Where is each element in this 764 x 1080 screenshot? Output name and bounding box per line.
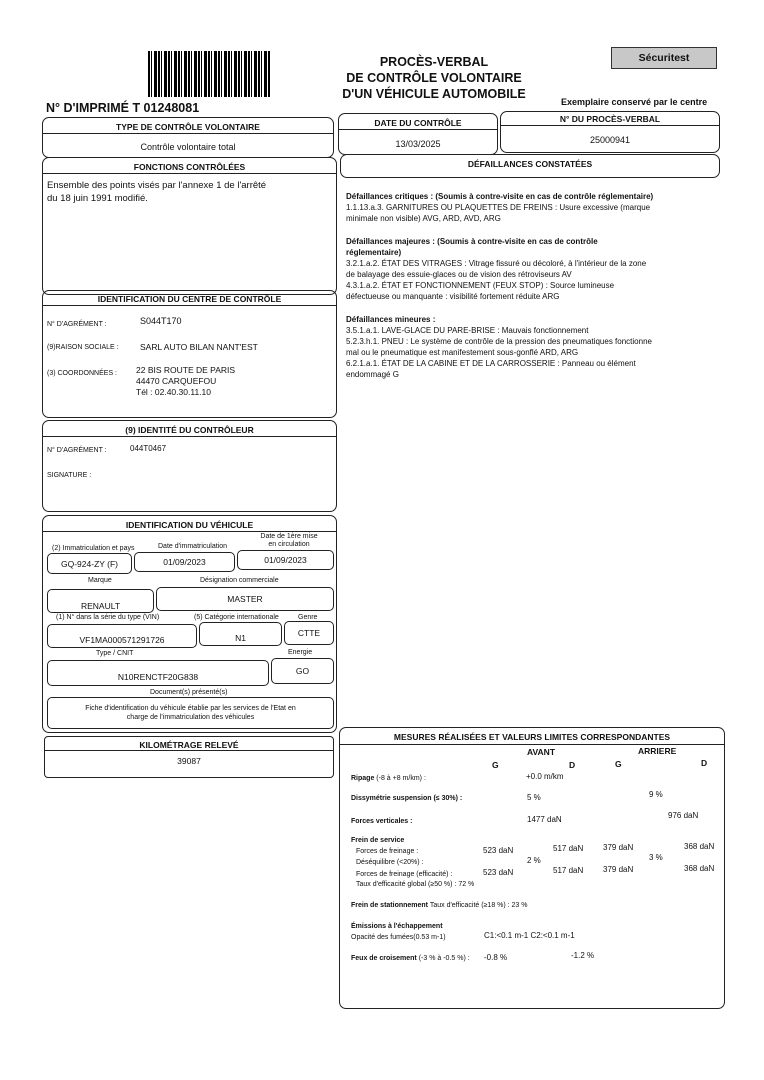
functions-line: Ensemble des points visés par l'annexe 1 de l'arrêté xyxy=(47,180,267,191)
vin-field xyxy=(47,624,197,648)
minor-title: Défaillances mineures : xyxy=(346,315,436,324)
feux-row xyxy=(351,955,470,962)
immat-label: (2) Immatriculation et pays xyxy=(52,545,135,552)
marque-label: Marque xyxy=(88,577,112,584)
deseq-av: 2 % xyxy=(527,856,541,865)
vin-value: VF1MA000571291726 xyxy=(79,635,165,645)
default-line: défectueuse ou manquante : visibilité fortement réduite ARG xyxy=(346,292,560,301)
control-type-value: Contrôle volontaire total xyxy=(140,142,236,152)
arriere-header: ARRIERE xyxy=(638,746,677,756)
coord-line: 44470 CARQUEFOU xyxy=(136,376,217,386)
ripage-label: Ripage (-8 à +8 m/km) : xyxy=(351,775,426,782)
categorie-value: N1 xyxy=(235,633,246,643)
emissions-label: Émissions à l'échappement xyxy=(351,923,443,930)
title-line: PROCÈS-VERBAL xyxy=(379,55,489,69)
dissym-label: Dissymétrie suspension (≤ 30%) : xyxy=(351,795,463,802)
dissym-av-value: 5 % xyxy=(527,793,541,802)
measures-box xyxy=(339,727,725,1009)
feux-label: Feux de croisement xyxy=(351,955,417,962)
coord-line: 22 BIS ROUTE DE PARIS xyxy=(136,365,236,375)
fe-ar-d: 368 daN xyxy=(684,864,715,873)
default-line: 4.3.1.a.2. ÉTAT ET FONCTIONNEMENT (FEUX STOP) : Source lumineuse xyxy=(346,281,615,290)
feux-range: (-3 % à -0.5 %) : xyxy=(418,955,470,962)
fe-av-d: 517 daN xyxy=(553,866,584,875)
cnit-value: N10RENCTF20G838 xyxy=(117,672,199,682)
centre-raison-label: (9)RAISON SOCIALE : xyxy=(47,344,119,351)
default-line: 6.2.1.a.1. ÉTAT DE LA CABINE ET DE LA CARROSSERIE : Panneau ou élément xyxy=(346,359,636,368)
date-immat-label: Date d'immatriculation xyxy=(158,543,228,550)
forces-label: Forces verticales : xyxy=(351,818,413,825)
avant-g-header: G xyxy=(492,760,499,770)
fe-av-g: 523 daN xyxy=(483,868,514,877)
pv-label: N° DU PROCÈS-VERBAL xyxy=(559,114,661,124)
imprime-number: N° D'IMPRIMÉ T 01248081 xyxy=(46,101,200,115)
feux-d: -1.2 % xyxy=(571,951,595,960)
pv-value: 25000941 xyxy=(589,135,631,145)
default-line: minimale non visible) AVG, ARD, AVD, ARG xyxy=(346,214,501,223)
default-line: de balayage des essuie-glaces ou de vision des rétroviseurs AV xyxy=(346,270,572,279)
ripage-range: (-8 à +8 m/km) : xyxy=(376,775,426,782)
centre-box xyxy=(42,290,337,418)
stationnement-row xyxy=(351,902,528,909)
centre-label: IDENTIFICATION DU CENTRE DE CONTRÔLE xyxy=(97,294,282,304)
marque-field xyxy=(47,589,154,613)
defaults-list xyxy=(346,191,716,380)
documents-line: Fiche d'identification du véhicule établie par les services de l'Etat en xyxy=(85,705,296,712)
functions-label: FONCTIONS CONTRÔLÉES xyxy=(133,162,246,172)
mileage-label: KILOMÉTRAGE RELEVÉ xyxy=(139,740,239,750)
network-badge xyxy=(611,47,717,69)
centre-agrement-value: S044T170 xyxy=(140,316,182,326)
signature-label: SIGNATURE : xyxy=(47,472,92,479)
date-immat-value: 01/09/2023 xyxy=(163,557,206,567)
default-line: 3.5.1.a.1. LAVE-GLACE DU PARE-BRISE : Mauvais fonctionnement xyxy=(346,326,589,335)
ripage-value: +0.0 m/km xyxy=(526,772,564,781)
title-line: DE CONTRÔLE VOLONTAIRE xyxy=(346,71,522,85)
date-first-field xyxy=(237,550,334,570)
forces-ar-value: 976 daN xyxy=(668,811,699,820)
date-value: 13/03/2025 xyxy=(395,139,441,149)
documents-line: charge de l'immatriculation des véhicules xyxy=(126,714,255,721)
immat-field xyxy=(47,553,132,574)
stationnement-value: Taux d'efficacité (≥18 %) : 23 % xyxy=(429,902,528,909)
designation-label: Désignation commerciale xyxy=(200,577,279,584)
coord-line: Tél : 02.40.30.11.10 xyxy=(136,387,211,397)
functions-line: du 18 juin 1991 modifié. xyxy=(47,193,148,204)
date-immat-field xyxy=(134,552,235,572)
major-title: Défaillances majeures : (Soumis à contre-visite en cas de contrôle xyxy=(346,237,598,246)
genre-label: Genre xyxy=(298,614,318,621)
avant-d-header: D xyxy=(569,760,576,770)
ff-ar-g: 379 daN xyxy=(603,843,634,852)
date-first-label xyxy=(244,533,334,549)
dissym-ar-value: 9 % xyxy=(649,790,663,799)
default-line: endommagé G xyxy=(346,370,399,379)
functions-box xyxy=(42,157,337,295)
energie-value: GO xyxy=(295,666,310,676)
measures-label: MESURES RÉALISÉES ET VALEURS LIMITES CORRESPONDANTES xyxy=(393,732,671,742)
opacite-value: C1:<0.1 m-1 C2:<0.1 m-1 xyxy=(484,931,575,940)
default-line: mal ou le pneumatique est manifestement sous-gonflé ARD, ARG xyxy=(346,348,579,357)
forces-freinage-label: Forces de freinage : xyxy=(356,848,419,855)
control-type-label: TYPE DE CONTRÔLE VOLONTAIRE xyxy=(116,122,260,132)
frein-service-label: Frein de service xyxy=(351,837,405,844)
date-first-label-line: en circulation xyxy=(268,541,310,548)
default-line: 3.2.1.a.2. ÉTAT DES VITRAGES : Vitrage fissuré ou décoloré, à l'intérieur de la zone xyxy=(346,259,647,268)
centre-agrement-label: N° D'AGRÉMENT : xyxy=(47,321,107,328)
desequilibre-label: Déséquilibre (<20%) : xyxy=(356,859,424,866)
categorie-field xyxy=(199,622,282,646)
centre-coord-label: (3) COORDONNÉES : xyxy=(47,370,118,377)
centre-coordinates xyxy=(136,365,235,398)
barcode xyxy=(148,51,270,97)
network-name: Sécuritest xyxy=(638,52,690,64)
ff-ar-d: 368 daN xyxy=(684,842,715,851)
date-first-value: 01/09/2023 xyxy=(264,555,307,565)
vehicle-label: IDENTIFICATION DU VÉHICULE xyxy=(125,520,254,530)
document-title xyxy=(330,54,538,102)
forces-eff-label: Forces de freinage (efficacité) : xyxy=(356,871,453,878)
feux-g: -0.8 % xyxy=(484,953,508,962)
categorie-label: (5) Catégorie internationale xyxy=(194,614,279,621)
documents-field xyxy=(47,697,334,729)
designation-value: MASTER xyxy=(227,594,263,604)
designation-field xyxy=(156,587,334,611)
genre-field xyxy=(284,621,334,645)
critical-title: Défaillances critiques : (Soumis à contre-visite en cas de contrôle réglementaire) xyxy=(346,192,654,201)
avant-header: AVANT xyxy=(527,747,556,757)
ff-av-g: 523 daN xyxy=(483,846,514,855)
arriere-g-header: G xyxy=(615,759,622,769)
arriere-d-header: D xyxy=(701,758,708,768)
cnit-field xyxy=(47,660,269,686)
genre-value: CTTE xyxy=(297,628,321,638)
marque-value: RENAULT xyxy=(80,601,121,611)
controleur-agrement-value: 044T0467 xyxy=(130,444,167,453)
functions-text xyxy=(47,179,266,205)
controleur-agrement-label: N° D'AGRÉMENT : xyxy=(47,447,107,454)
major-title: réglementaire) xyxy=(346,248,402,257)
controleur-label: (9) IDENTITÉ DU CONTRÔLEUR xyxy=(125,425,254,435)
opacite-label: Opacité des fumées(0.53 m-1) xyxy=(351,934,446,941)
vin-label: (1) N° dans la série du type (VIN) xyxy=(56,614,160,621)
cnit-label: Type / CNIT xyxy=(96,650,134,657)
date-label: DATE DU CONTRÔLE xyxy=(374,118,462,128)
defaults-label: DÉFAILLANCES CONSTATÉES xyxy=(467,159,593,169)
fe-ar-g: 379 daN xyxy=(603,865,634,874)
default-line: 1.1.13.a.3. GARNITURES OU PLAQUETTES DE FREINS : Usure excessive (marque xyxy=(346,203,651,212)
forces-av-value: 1477 daN xyxy=(527,815,562,824)
taux-global: Taux d'efficacité global (≥50 %) : 72 % xyxy=(356,881,475,888)
stationnement-label: Frein de stationnement xyxy=(351,902,429,909)
deseq-ar: 3 % xyxy=(649,853,663,862)
energie-label: Energie xyxy=(288,649,313,656)
mileage-value: 39087 xyxy=(177,756,201,766)
centre-raison-value: SARL AUTO BILAN NANT'EST xyxy=(140,342,258,352)
energie-field xyxy=(271,658,334,684)
documents-label: Document(s) présenté(s) xyxy=(150,689,228,696)
immat-value: GQ-924-ZY (F) xyxy=(61,558,118,569)
default-line: 5.2.3.h.1. PNEU : Le système de contrôle de la pression des pneumatiques fonctionne xyxy=(346,337,652,346)
ff-av-d: 517 daN xyxy=(553,844,584,853)
title-line: D'UN VÉHICULE AUTOMOBILE xyxy=(342,87,526,101)
date-first-label-line: Date de 1ère mise xyxy=(260,533,318,540)
copy-note: Exemplaire conservé par le centre xyxy=(561,97,708,107)
